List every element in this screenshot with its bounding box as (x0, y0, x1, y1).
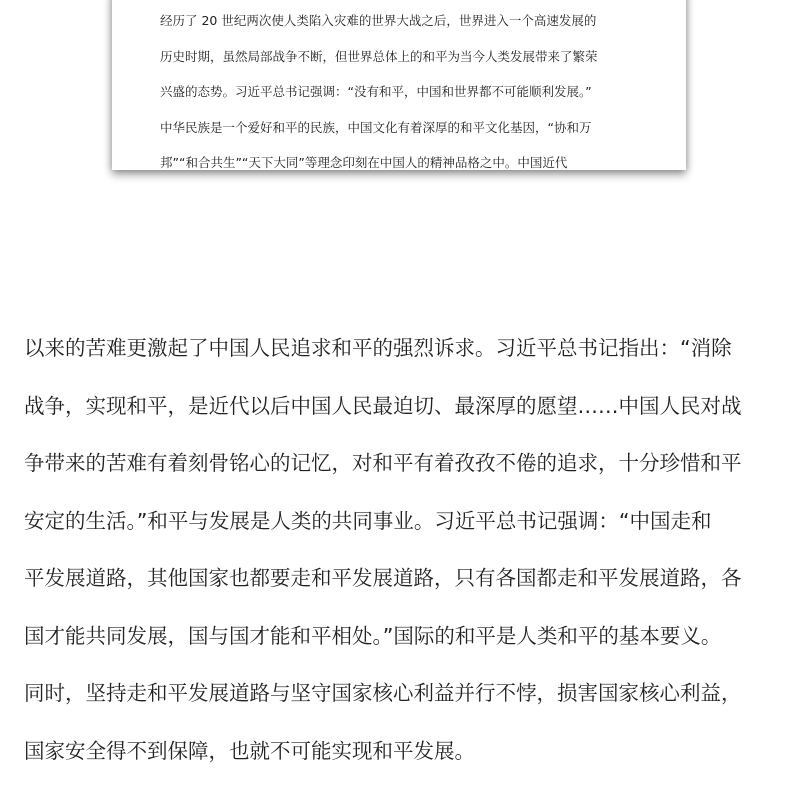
body-line: 争带来的苦难有着刻骨铭心的记忆，对和平有着孜孜不倦的追求，十分珍惜和平 (24, 451, 742, 475)
body-paragraph (24, 328, 784, 788)
excerpt-line: 中华民族是一个爱好和平的民族，中国文化有着深厚的和平文化基因，“协和万 (160, 119, 592, 135)
excerpt-line: 兴盛的态势。习近平总书记强调：“没有和平，中国和世界都不可能顺利发展。” (160, 84, 592, 99)
body-line: 国才能共同发展，国与国才能和平相处。”国际的和平是人类和平的基本要义。 (24, 623, 722, 648)
excerpt-text (160, 3, 660, 170)
excerpt-line: 历史时期，虽然局部战争不断，但世界总体上的和平为当今人类发展带来了繁荣 (160, 48, 598, 64)
excerpt-line: 邦”“和合共生”“天下大同”等理念印刻在中国人的精神品格之中。中国近代 (160, 155, 568, 170)
excerpt-card (112, 0, 686, 170)
body-line: 安定的生活。”和平与发展是人类的共同事业。习近平总书记强调：“中国走和 (24, 508, 712, 533)
body-line: 平发展道路，其他国家也都要走和平发展道路，只有各国都走和平发展道路，各 (24, 566, 742, 590)
body-line: 同时，坚持走和平发展道路与坚守国家核心利益并行不悖，损害国家核心利益， (24, 681, 742, 705)
excerpt-line: 经历了 20 世纪两次使人类陷入灾难的世界大战之后，世界进入一个高速发展的 (160, 13, 597, 28)
body-line: 国家安全得不到保障，也就不可能实现和平发展。 (24, 738, 475, 763)
body-line: 战争，实现和平，是近代以后中国人民最迫切、最深厚的愿望……中国人民对战 (24, 393, 742, 418)
body-line: 以来的苦难更激起了中国人民追求和平的强烈诉求。习近平总书记指出：“消除 (24, 336, 732, 360)
